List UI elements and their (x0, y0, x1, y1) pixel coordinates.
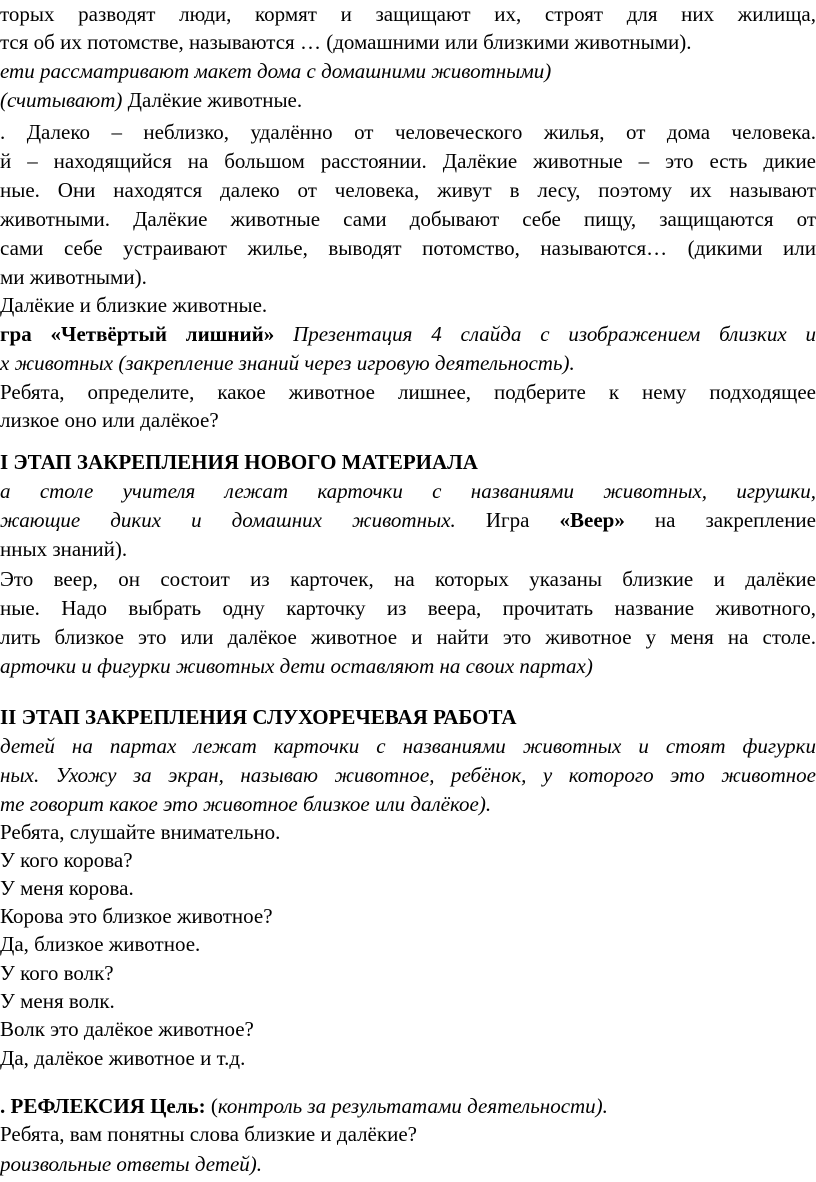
text-segment: . РЕФЛЕКСИЯ Цель: (0, 1094, 206, 1118)
text-segment: лить близкое это или далёкое животное и найти это животное у меня на столе. (0, 625, 816, 649)
text-segment: У кого волк? (0, 961, 114, 985)
text-segment: (считывают) (0, 88, 123, 112)
text-segment: Ребята, определите, какое животное лишнее, подберите к нему подходящее (0, 380, 816, 404)
text-line (0, 1120, 816, 1148)
text-line (0, 535, 816, 563)
text-segment: Далёкие и близкие животные. (0, 293, 268, 317)
text-line (0, 930, 816, 958)
text-segment: Это веер, он состоит из карточек, на которых указаны близкие и далёкие (0, 567, 816, 591)
text-segment: ети рассматривают макет дома с домашними животными) (0, 59, 552, 83)
text-segment: ( (205, 1094, 218, 1118)
text-line (0, 291, 816, 319)
text-segment: детей на партах лежат карточки с названиями животных и стоят фигурки (0, 734, 816, 758)
text-line (0, 378, 816, 406)
text-line (0, 263, 816, 291)
text-segment: х животных (закрепление знаний через игровую деятельность). (0, 351, 575, 375)
text-line (0, 818, 816, 846)
text-line (0, 732, 816, 760)
text-segment: ные. Надо выбрать одну карточку из веера, прочитать название животного, (0, 596, 816, 620)
text-segment: II ЭТАП ЗАКРЕПЛЕНИЯ СЛУХОРЕЧЕВАЯ РАБОТА (0, 705, 517, 729)
text-segment: . Далеко – неблизко, удалённо от человеческого жилья, от дома человека. (0, 120, 816, 144)
text-segment: У кого корова? (0, 848, 133, 872)
text-segment: Волк это далёкое животное? (0, 1017, 254, 1041)
text-line (0, 506, 816, 534)
text-line (0, 147, 816, 175)
text-line (0, 594, 816, 622)
text-segment: Ребята, вам понятны слова близкие и далёкие? (0, 1122, 417, 1146)
text-line (0, 1015, 816, 1043)
text-segment: жающие диких и домашних животных. (0, 508, 456, 532)
text-line (0, 874, 816, 902)
text-line (0, 959, 816, 987)
text-segment: торых разводят люди, кормят и защищают их, строят для них жилища, (0, 2, 816, 26)
text-segment: ми животными). (0, 265, 147, 289)
text-segment: Далёкие животные. (122, 88, 303, 112)
text-segment: роизвольные ответы детей). (0, 1152, 263, 1176)
text-line (0, 652, 816, 680)
text-line (0, 565, 816, 593)
text-line (0, 320, 816, 348)
text-segment: тся об их потомстве, называются … (домашними или близкими животными). (0, 30, 692, 54)
text-segment (274, 322, 293, 346)
text-line (0, 28, 816, 56)
text-line (0, 1092, 816, 1120)
text-segment: а столе учителя лежат карточки с названиями животных, игрушки, (0, 479, 816, 503)
text-line (0, 846, 816, 874)
text-line (0, 987, 816, 1015)
text-segment: лизкое оно или далёкое? (0, 408, 219, 432)
text-segment: ные. Они находятся далеко от человека, живут в лесу, поэтому их называют (0, 178, 816, 202)
text-line (0, 790, 816, 818)
text-line (0, 761, 816, 789)
text-segment: Корова это близкое животное? (0, 904, 273, 928)
text-segment: «Веер» (559, 508, 625, 532)
text-segment: й – находящийся на большом расстоянии. Далёкие животные – это есть дикие (0, 149, 816, 173)
text-line (0, 1150, 816, 1178)
text-line (0, 406, 816, 434)
text-line (0, 1044, 816, 1072)
text-line (0, 477, 816, 505)
text-segment: арточки и фигурки животных дети оставляют на своих партах) (0, 654, 593, 678)
text-line (0, 703, 816, 731)
text-line (0, 176, 816, 204)
text-line (0, 902, 816, 930)
text-segment: Да, далёкое животное и т.д. (0, 1046, 246, 1070)
text-segment: У меня волк. (0, 989, 115, 1013)
text-segment: Презентация 4 слайда с изображением близких и (293, 322, 816, 346)
text-line (0, 623, 816, 651)
text-segment: Да, близкое животное. (0, 932, 201, 956)
text-segment: I ЭТАП ЗАКРЕПЛЕНИЯ НОВОГО МАТЕРИАЛА (0, 450, 478, 474)
text-line (0, 349, 816, 377)
text-segment: животными. Далёкие животные сами добывают себе пищу, защищаются от (0, 207, 816, 231)
text-segment: гра «Четвёртый лишний» (0, 322, 275, 346)
text-segment: У меня корова. (0, 876, 134, 900)
text-segment: Ребята, слушайте внимательно. (0, 820, 281, 844)
text-line (0, 0, 816, 28)
text-segment: контроль за результатами деятельности). (217, 1094, 608, 1118)
text-line (0, 57, 816, 85)
text-line (0, 234, 816, 262)
text-line (0, 118, 816, 146)
text-segment: нных знаний). (0, 537, 128, 561)
text-segment: ных. Ухожу за экран, называю животное, ребёнок, у которого это животное (0, 763, 816, 787)
text-line (0, 205, 816, 233)
text-segment: сами себе устраивают жилье, выводят потомство, называются… (дикими или (0, 236, 816, 260)
text-segment: Игра (455, 508, 560, 532)
text-segment: те говорит какое это животное близкое или далёкое). (0, 792, 492, 816)
text-segment: на закрепление (624, 508, 816, 532)
text-line (0, 448, 816, 476)
text-line (0, 86, 816, 114)
